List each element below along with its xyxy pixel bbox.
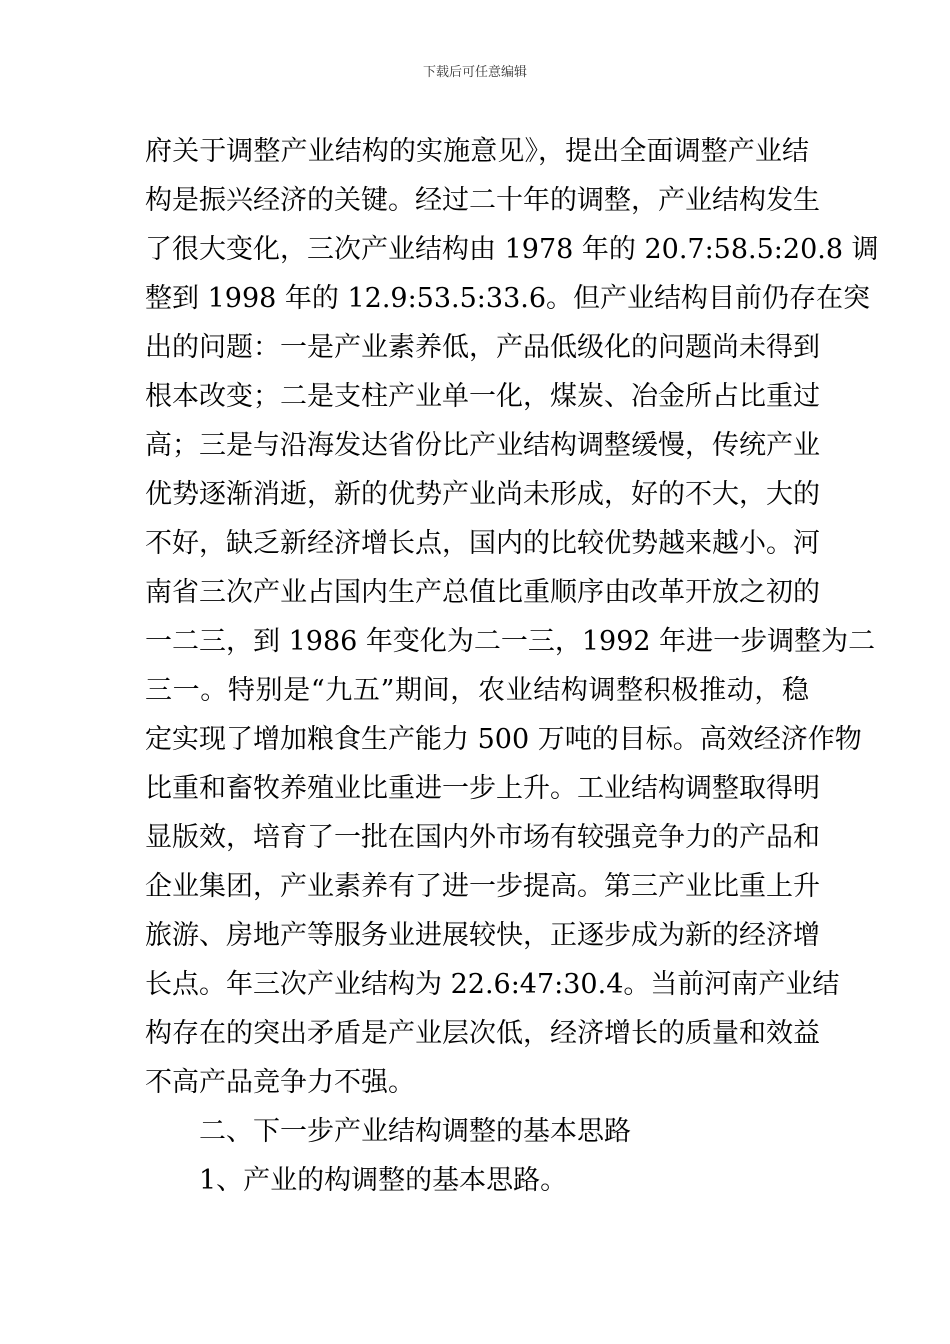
paragraph-line: 府关于调整产业结构的实施意见》，提出全面调整产业结 — [145, 136, 809, 167]
paragraph-line: 南省三次产业占国内生产总值比重顺序由改革开放之初的 — [145, 577, 820, 608]
paragraph-line: 构是振兴经济的关键。经过二十年的调整，产业结构发生 — [145, 185, 820, 216]
paragraph-line: 比重和畜牧养殖业比重进一步上升。工业结构调整取得明 — [145, 773, 820, 804]
paragraph-line: 长点。年三次产业结构为 22.6:47:30.4。当前河南产业结 — [145, 969, 840, 1000]
paragraph-line: 了很大变化，三次产业结构由 1978 年的 20.7:58.5:20.8 调 — [145, 234, 879, 265]
paragraph-line: 显版效，培育了一批在国内外市场有较强竞争力的产品和 — [145, 822, 820, 853]
paragraph-line: 构存在的突出矛盾是产业层次低，经济增长的质量和效益 — [145, 1018, 820, 1049]
paragraph-line: 不好，缺乏新经济增长点，国内的比较优势越来越小。河 — [145, 528, 820, 559]
paragraph-line: 定实现了增加粮食生产能力 500 万吨的目标。高效经济作物 — [145, 724, 862, 755]
paragraph-line: 不高产品竞争力不强。 — [145, 1067, 415, 1098]
paragraph-line: 出的问题：一是产业素养低，产品低级化的问题尚未得到 — [145, 332, 820, 363]
paragraph-line: 旅游、房地产等服务业进展较快，正逐步成为新的经济增 — [145, 920, 820, 951]
paragraph-line: 根本改变；二是支柱产业单一化，煤炭、冶金所占比重过 — [145, 381, 820, 412]
document-body — [145, 127, 879, 1205]
page-header: 下载后可任意编辑 — [422, 65, 527, 80]
section-heading: 二、下一步产业结构调整的基本思路 — [199, 1116, 631, 1147]
subsection-heading: 1、产业的构调整的基本思路。 — [199, 1165, 568, 1196]
body-paragraph — [145, 127, 879, 1107]
paragraph-line: 整到 1998 年的 12.9:53.5:33.6。但产业结构目前仍存在突 — [145, 283, 871, 314]
paragraph-line: 一二三，到 1986 年变化为二一三，1992 年进一步调整为二 — [145, 626, 876, 657]
paragraph-line: 优势逐渐消逝，新的优势产业尚未形成，好的不大，大的 — [145, 479, 820, 510]
paragraph-line: 高；三是与沿海发达省份比产业结构调整缓慢，传统产业 — [145, 430, 820, 461]
paragraph-line: 企业集团，产业素养有了进一步提高。第三产业比重上升 — [145, 871, 820, 902]
paragraph-line: 三一。特别是“九五”期间，农业结构调整积极推动，稳 — [145, 675, 809, 706]
